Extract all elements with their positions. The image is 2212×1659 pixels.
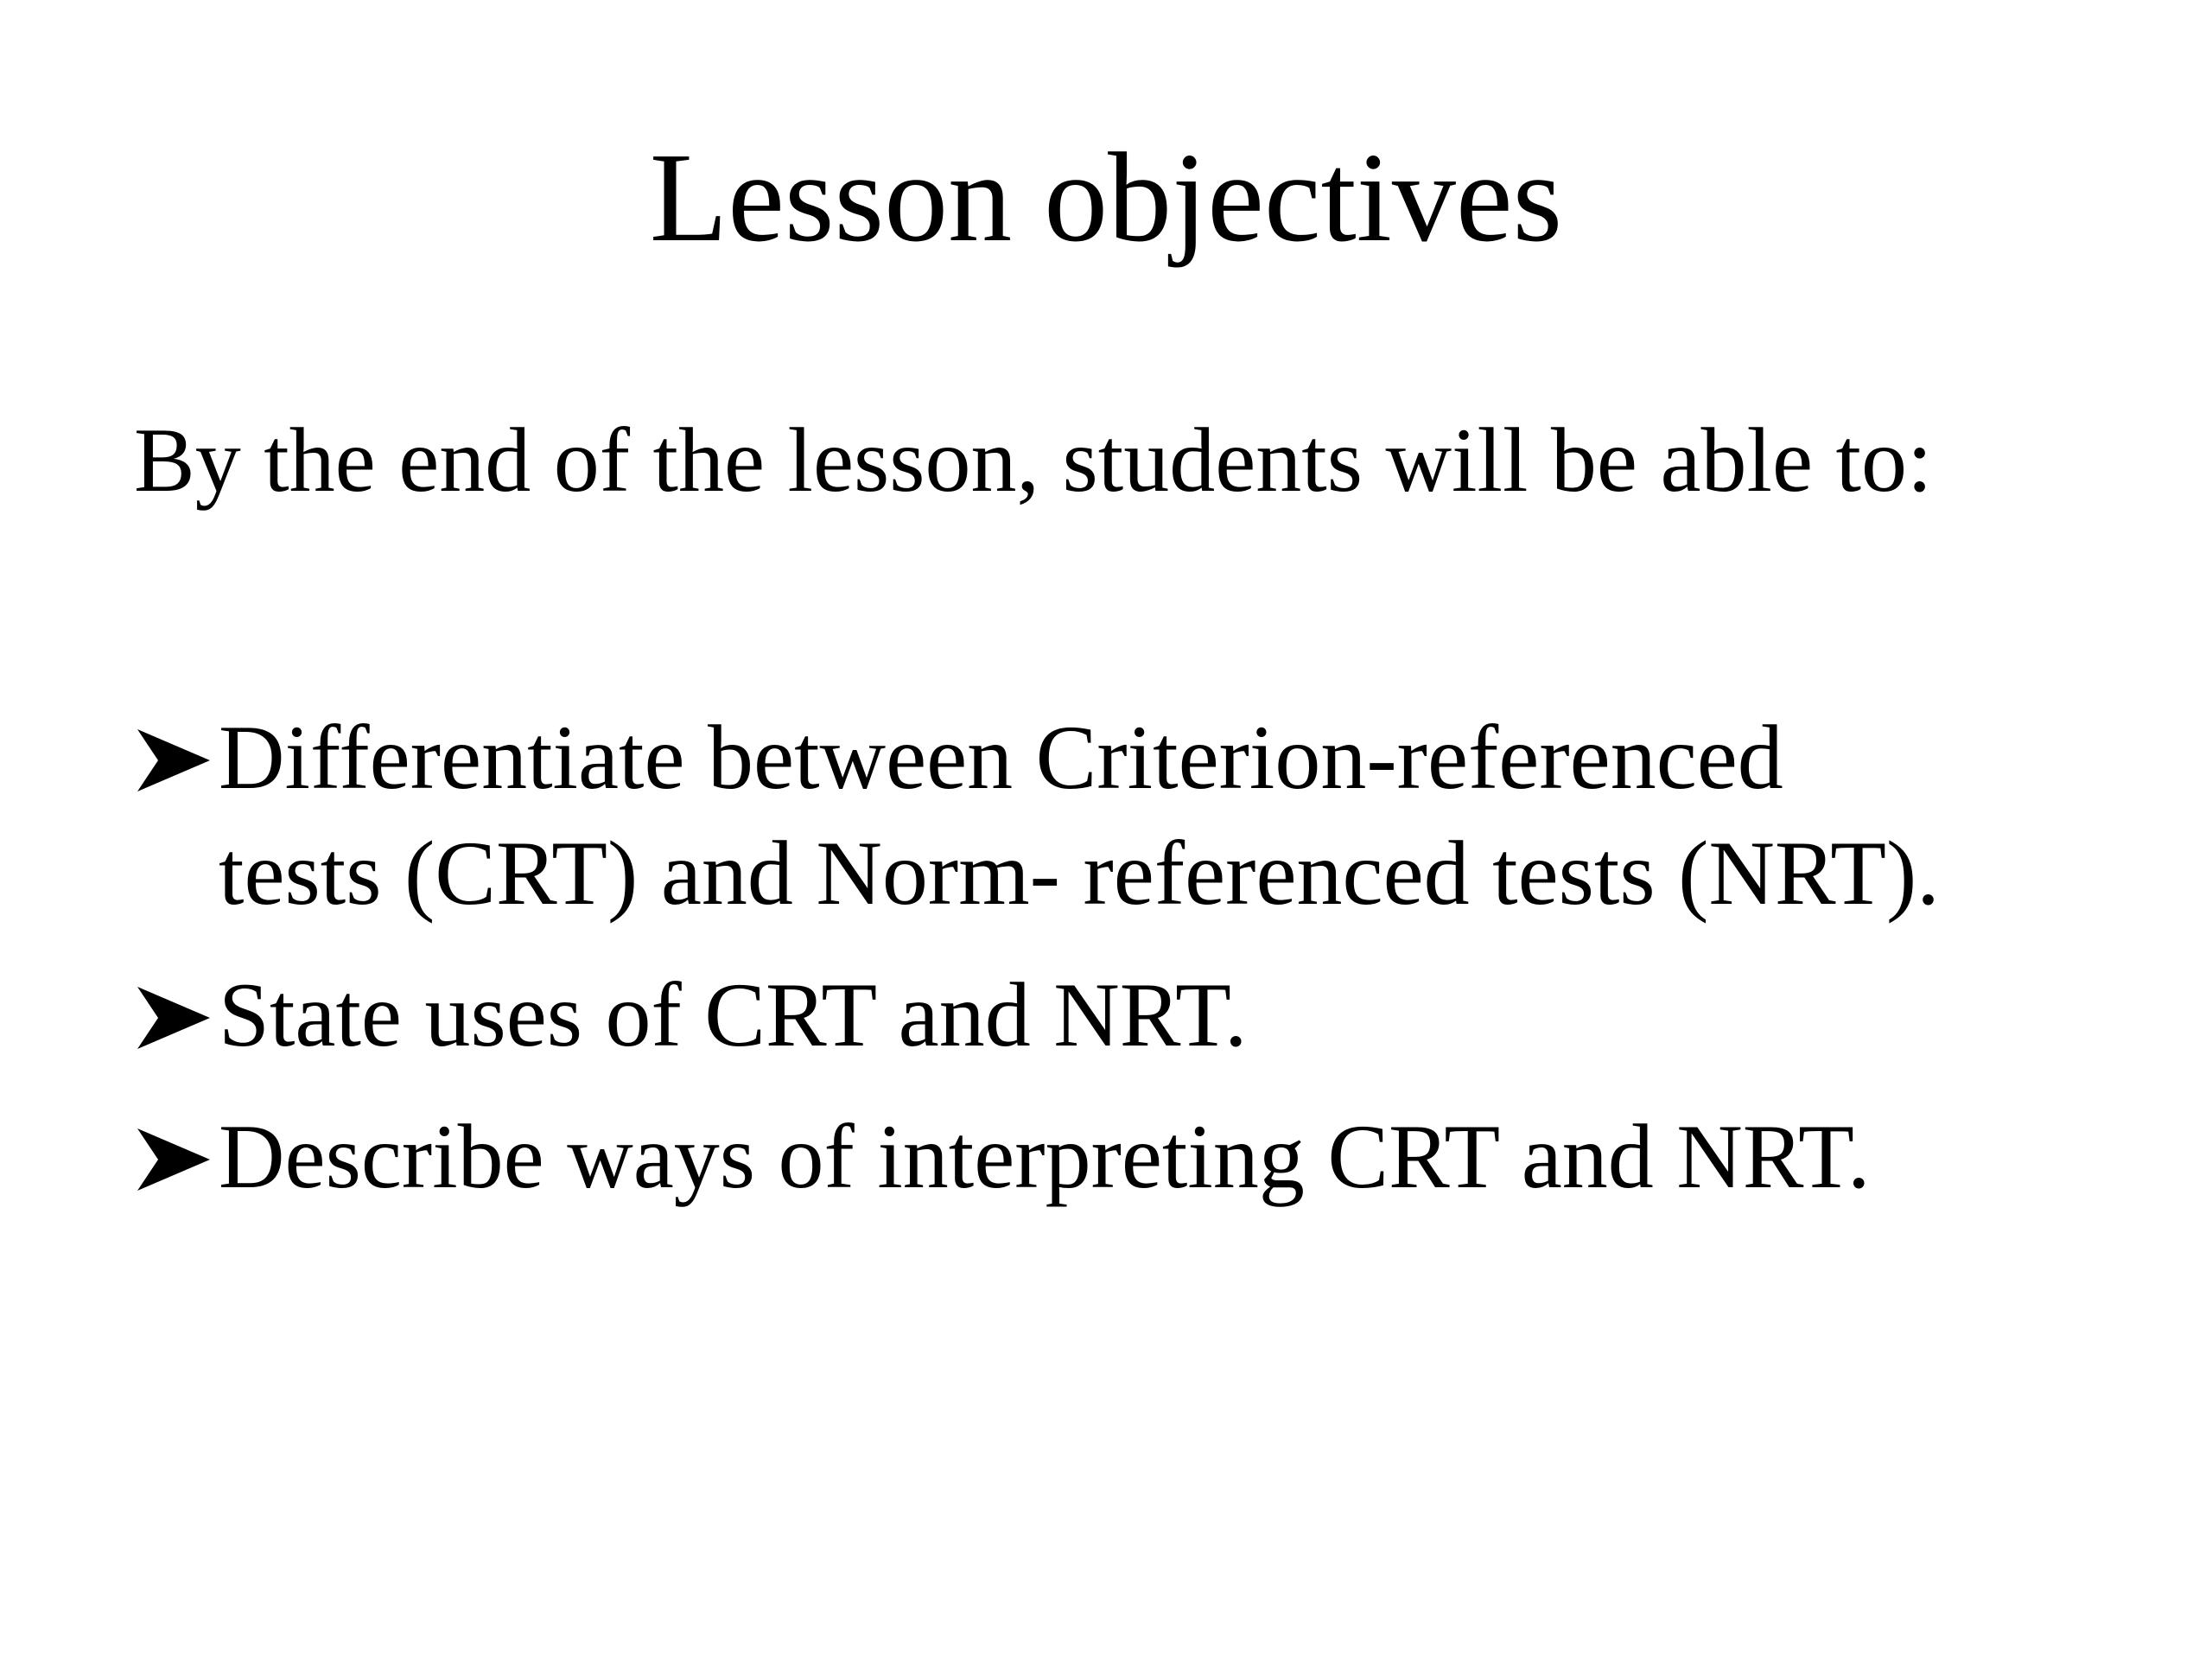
intro-text: By the end of the lesson, students will be able to: bbox=[134, 410, 1933, 511]
arrowhead-bullet-icon bbox=[137, 987, 210, 1049]
list-item-line: tests (CRT) and Norm- referenced tests (NRT). bbox=[219, 823, 1940, 924]
objectives-list bbox=[134, 700, 2121, 1241]
arrowhead-bullet-icon bbox=[137, 1128, 210, 1191]
list-item bbox=[134, 700, 2121, 931]
slide-title: Lesson objectives bbox=[649, 127, 1563, 269]
list-item bbox=[134, 957, 2121, 1073]
list-item-line: State uses of CRT and NRT. bbox=[219, 964, 1248, 1065]
arrowhead-bullet-icon bbox=[137, 729, 210, 791]
list-item bbox=[134, 1099, 2121, 1215]
list-item-line: Differentiate between Criterion-referenced bbox=[219, 707, 1783, 808]
list-item-line: Describe ways of interpreting CRT and NRT. bbox=[219, 1106, 1871, 1207]
